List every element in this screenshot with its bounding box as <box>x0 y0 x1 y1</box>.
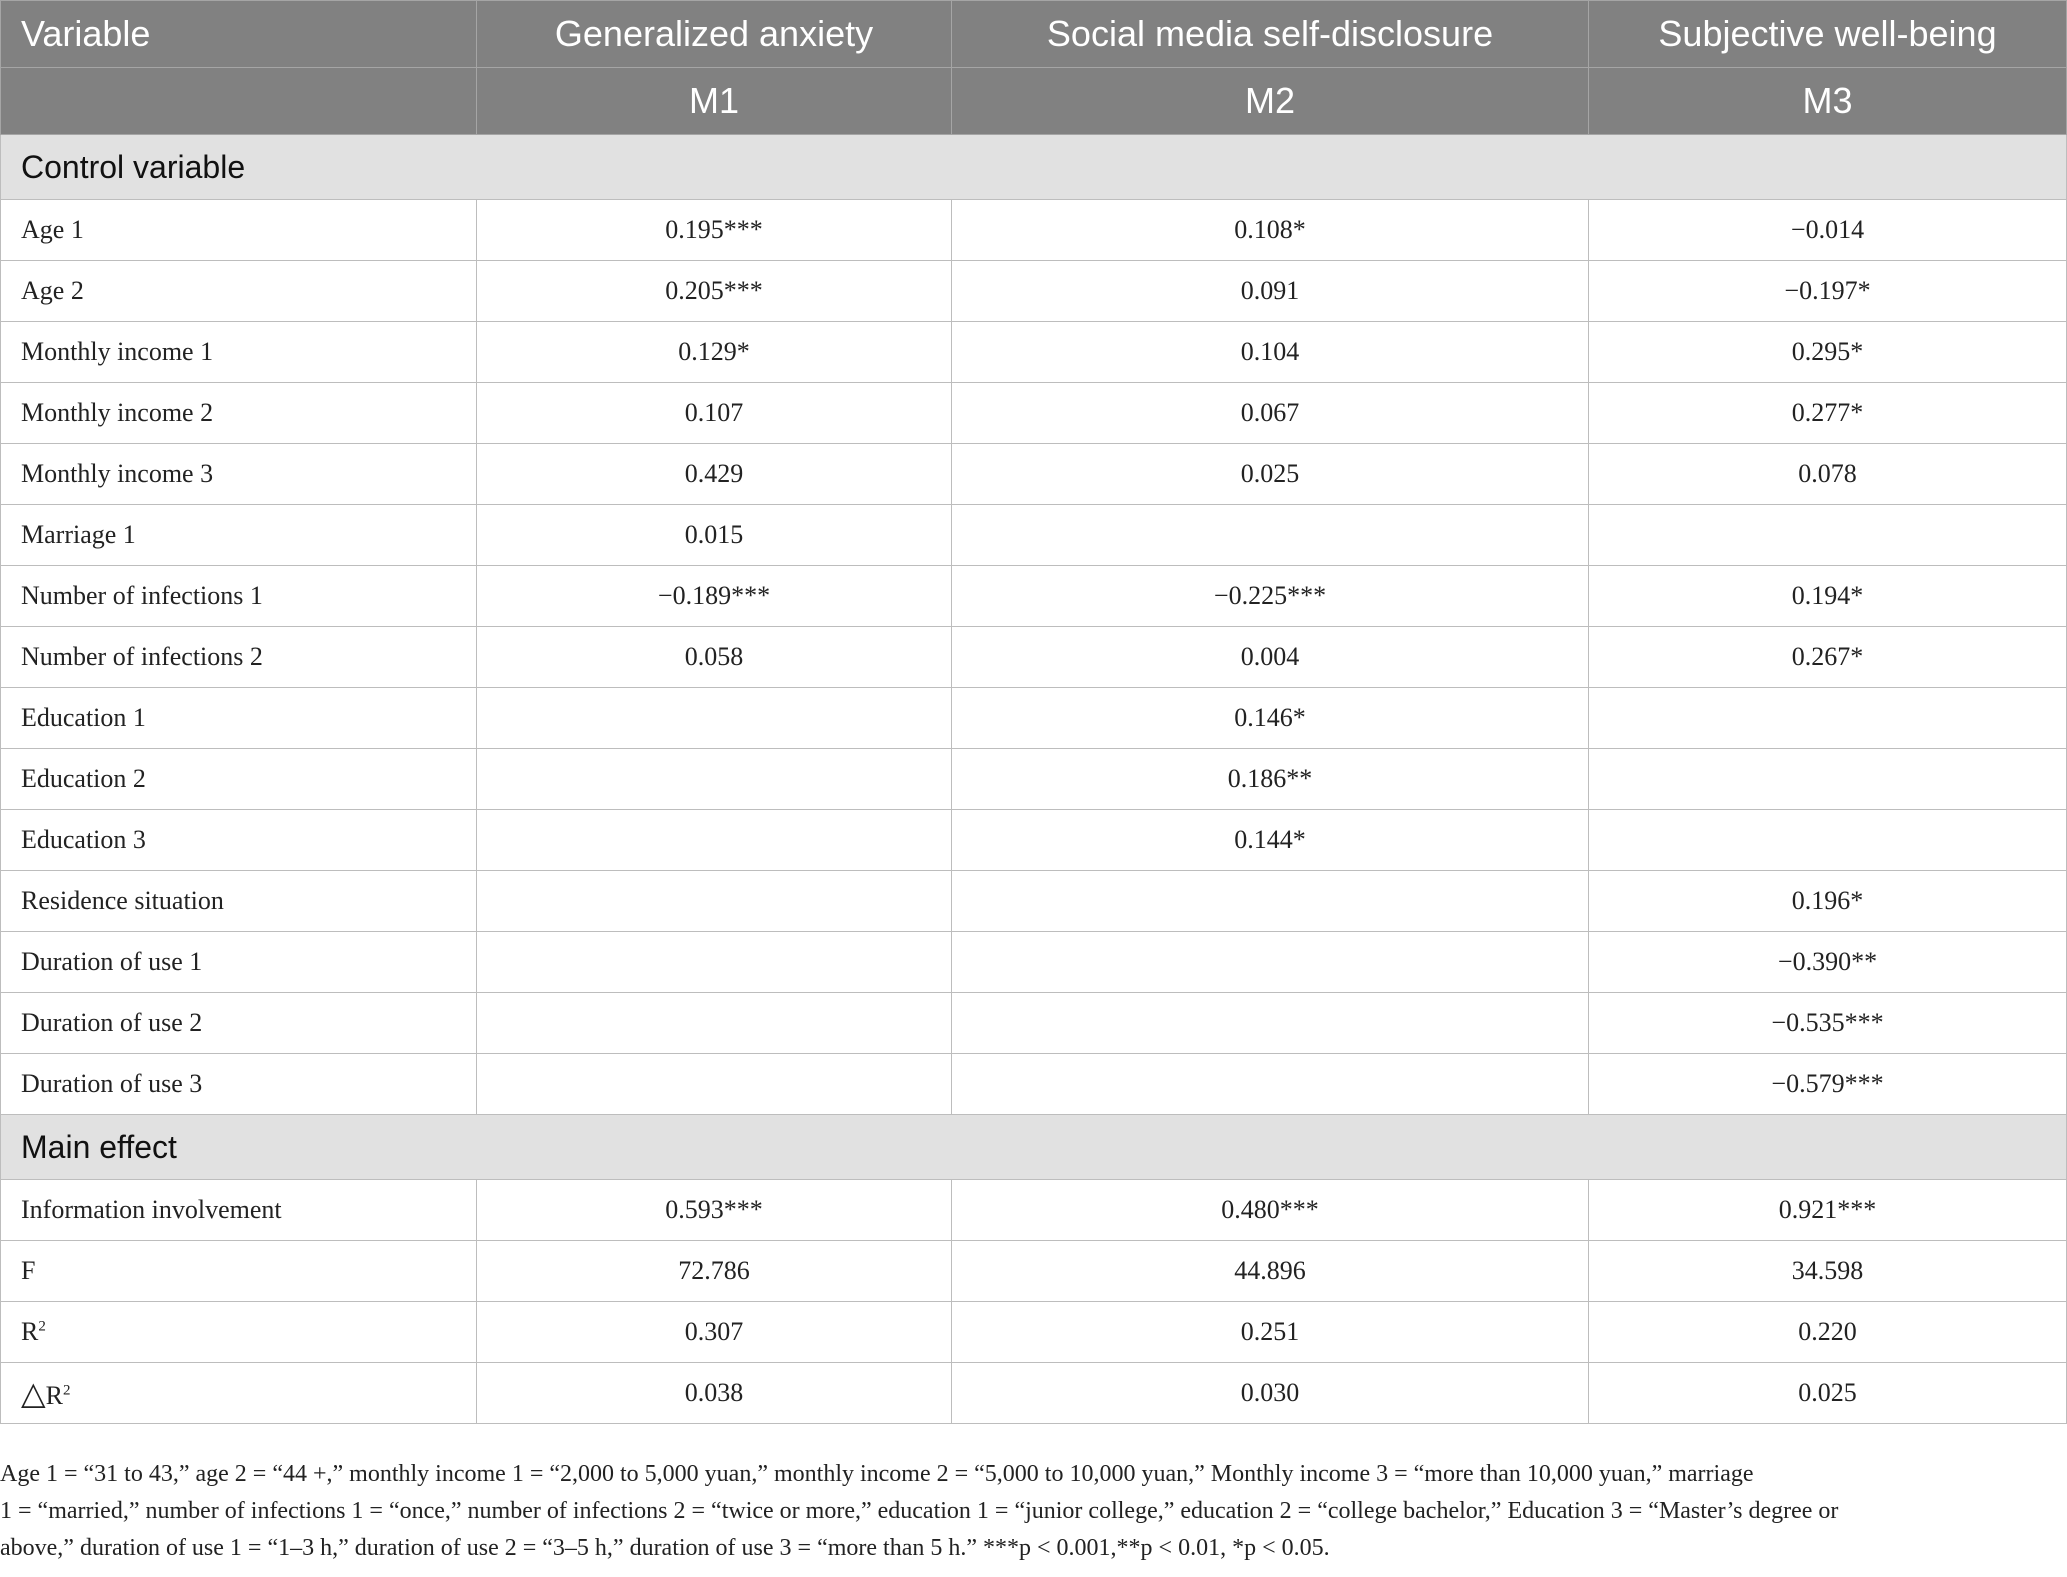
row-label: Residence situation <box>1 871 477 932</box>
cell-m3: 0.194* <box>1589 566 2067 627</box>
cell-m1 <box>477 993 952 1054</box>
cell-m3: −0.579*** <box>1589 1054 2067 1115</box>
table-row <box>1 627 2067 688</box>
cell-m3: −0.014 <box>1589 200 2067 261</box>
table-row <box>1 1054 2067 1115</box>
cell-m2: 44.896 <box>952 1241 1589 1302</box>
row-label: Age 2 <box>1 261 477 322</box>
cell-m1 <box>477 932 952 993</box>
header-subjective-well-being: Subjective well-being <box>1589 1 2067 68</box>
section-row-control <box>1 135 2067 200</box>
row-label: Monthly income 3 <box>1 444 477 505</box>
cell-m3: 0.196* <box>1589 871 2067 932</box>
table-row <box>1 810 2067 871</box>
cell-m2: 0.004 <box>952 627 1589 688</box>
table-row <box>1 871 2067 932</box>
cell-m2: 0.480*** <box>952 1180 1589 1241</box>
cell-m3: 0.267* <box>1589 627 2067 688</box>
table-row <box>1 200 2067 261</box>
table-row <box>1 932 2067 993</box>
table-row <box>1 566 2067 627</box>
header-social-media-self-disclosure: Social media self-disclosure <box>952 1 1589 68</box>
cell-m2: 0.091 <box>952 261 1589 322</box>
cell-m3: 0.921*** <box>1589 1180 2067 1241</box>
cell-m1: 0.058 <box>477 627 952 688</box>
cell-m2: 0.186** <box>952 749 1589 810</box>
row-label: Education 2 <box>1 749 477 810</box>
section-label-main: Main effect <box>1 1115 2067 1180</box>
table-row <box>1 993 2067 1054</box>
row-label: Number of infections 2 <box>1 627 477 688</box>
model-row <box>1 68 2067 135</box>
cell-m1: 0.038 <box>477 1363 952 1424</box>
section-row-main <box>1 1115 2067 1180</box>
table-row <box>1 1180 2067 1241</box>
cell-m2: 0.104 <box>952 322 1589 383</box>
header-row <box>1 1 2067 68</box>
cell-m1: 0.015 <box>477 505 952 566</box>
table-row <box>1 322 2067 383</box>
table-row <box>1 383 2067 444</box>
cell-m2 <box>952 1054 1589 1115</box>
cell-m3 <box>1589 688 2067 749</box>
cell-m2: −0.225*** <box>952 566 1589 627</box>
cell-m1 <box>477 810 952 871</box>
cell-m3: 0.025 <box>1589 1363 2067 1424</box>
row-label: Education 3 <box>1 810 477 871</box>
r-letter: R <box>21 1317 39 1346</box>
header-m3: M3 <box>1589 68 2067 135</box>
table-row <box>1 261 2067 322</box>
cell-m1 <box>477 871 952 932</box>
cell-m2 <box>952 993 1589 1054</box>
table-row <box>1 749 2067 810</box>
table-row-delta-r2 <box>1 1363 2067 1424</box>
cell-m2: 0.146* <box>952 688 1589 749</box>
row-label: F <box>1 1241 477 1302</box>
cell-m2: 0.025 <box>952 444 1589 505</box>
cell-m2: 0.030 <box>952 1363 1589 1424</box>
superscript: 2 <box>38 1318 46 1335</box>
cell-m3: 34.598 <box>1589 1241 2067 1302</box>
cell-m1 <box>477 1054 952 1115</box>
cell-m3: −0.535*** <box>1589 993 2067 1054</box>
row-label: Monthly income 2 <box>1 383 477 444</box>
cell-m1: 0.205*** <box>477 261 952 322</box>
cell-m1: 0.195*** <box>477 200 952 261</box>
cell-m3: 0.277* <box>1589 383 2067 444</box>
r-letter: R <box>45 1381 63 1410</box>
cell-m1: 0.429 <box>477 444 952 505</box>
row-label: Monthly income 1 <box>1 322 477 383</box>
header-blank <box>1 68 477 135</box>
cell-m3 <box>1589 810 2067 871</box>
cell-m2 <box>952 505 1589 566</box>
cell-m1: 0.593*** <box>477 1180 952 1241</box>
cell-m1: 72.786 <box>477 1241 952 1302</box>
row-label: Duration of use 3 <box>1 1054 477 1115</box>
cell-m1: 0.307 <box>477 1302 952 1363</box>
cell-m1: −0.189*** <box>477 566 952 627</box>
table-row <box>1 1241 2067 1302</box>
table-footnote: Age 1 = “31 to 43,” age 2 = “44 +,” monthly income 1 = “2,000 to 5,000 yuan,” monthly income 2 = “5,000 to 10,000 yuan,” Monthly income 3 = “more than 10,000 yuan,” marriage 1 = “married,” number of infections 1 = “once,” number of infections 2 = “twice or more,” education 1 = “junior college,” education 2 = “college bachelor,” Education 3 = “Master’s degree or above,” duration of use 1 = “1–3 h,” duration of use 2 = “3–5 h,” duration of use 3 = “more than 5 h.” ***p < 0.001,**p < 0.01, *p < 0.05. <box>0 1461 1839 1561</box>
cell-m2: 0.108* <box>952 200 1589 261</box>
header-m1: M1 <box>477 68 952 135</box>
cell-m3: 0.078 <box>1589 444 2067 505</box>
section-label-control: Control variable <box>1 135 2067 200</box>
cell-m1: 0.107 <box>477 383 952 444</box>
row-label: Number of infections 1 <box>1 566 477 627</box>
cell-m1 <box>477 749 952 810</box>
row-label: Duration of use 1 <box>1 932 477 993</box>
cell-m1: 0.129* <box>477 322 952 383</box>
row-label: Education 1 <box>1 688 477 749</box>
header-generalized-anxiety: Generalized anxiety <box>477 1 952 68</box>
cell-m2 <box>952 871 1589 932</box>
row-label <box>1 1363 477 1424</box>
cell-m2 <box>952 932 1589 993</box>
cell-m1 <box>477 688 952 749</box>
cell-m2: 0.067 <box>952 383 1589 444</box>
row-label: Information involvement <box>1 1180 477 1241</box>
row-label <box>1 1302 477 1363</box>
table-row-r2 <box>1 1302 2067 1363</box>
table-row <box>1 688 2067 749</box>
row-label: Duration of use 2 <box>1 993 477 1054</box>
table-row <box>1 505 2067 566</box>
cell-m3: 0.220 <box>1589 1302 2067 1363</box>
cell-m2: 0.144* <box>952 810 1589 871</box>
cell-m3: −0.390** <box>1589 932 2067 993</box>
row-label: Marriage 1 <box>1 505 477 566</box>
cell-m3 <box>1589 749 2067 810</box>
cell-m3 <box>1589 505 2067 566</box>
cell-m2: 0.251 <box>952 1302 1589 1363</box>
table-header <box>1 1 2067 135</box>
header-variable: Variable <box>1 1 477 68</box>
cell-m3: 0.295* <box>1589 322 2067 383</box>
triangle-icon: △ <box>21 1375 46 1411</box>
superscript: 2 <box>62 1382 71 1399</box>
row-label: Age 1 <box>1 200 477 261</box>
header-m2: M2 <box>952 68 1589 135</box>
cell-m3: −0.197* <box>1589 261 2067 322</box>
table-row <box>1 444 2067 505</box>
table-body <box>1 135 2067 1424</box>
